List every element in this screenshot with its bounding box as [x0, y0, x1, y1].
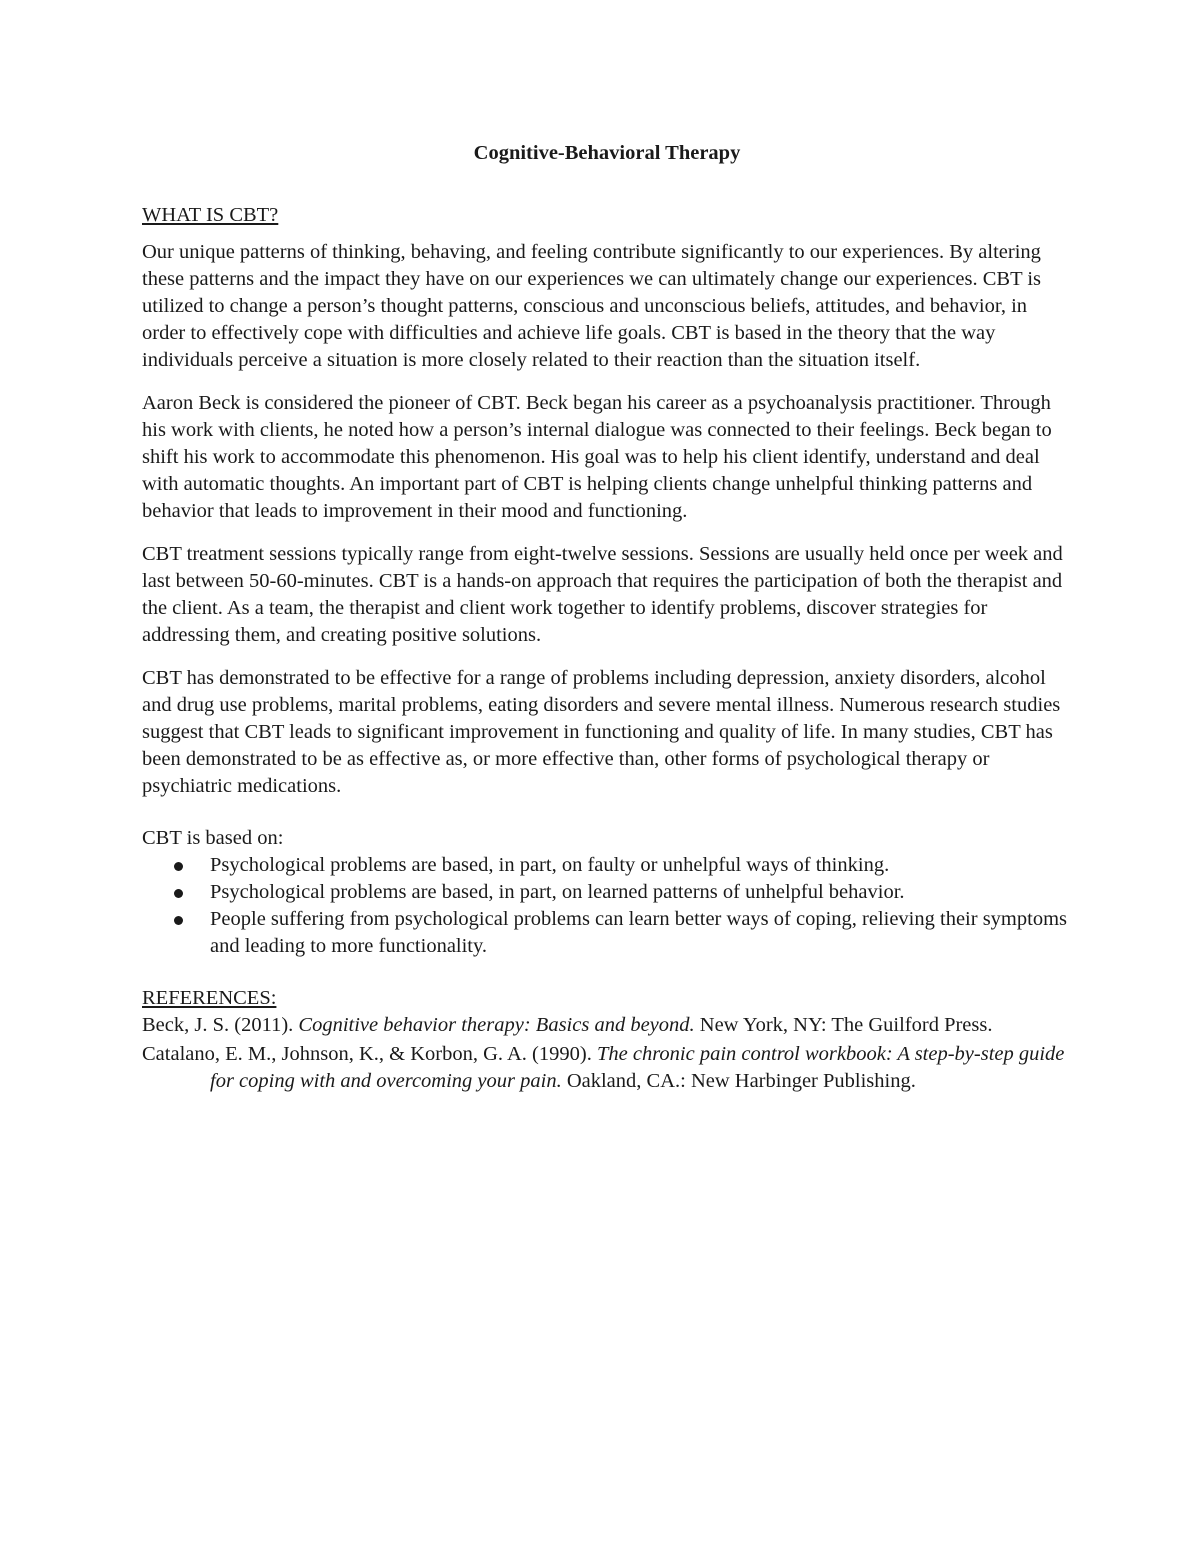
bullet-icon	[174, 889, 183, 898]
bullet-icon	[174, 862, 183, 871]
references-heading: REFERENCES:	[142, 987, 277, 1009]
list-item-text: Psychological problems are based, in part, on learned patterns of unhelpful behavior.	[210, 881, 905, 903]
reference-authors: Beck, J. S. (2011).	[142, 1014, 299, 1036]
section-heading-what-is-cbt: WHAT IS CBT?	[142, 204, 279, 226]
paragraph-effectiveness: CBT has demonstrated to be effective for a range of problems including depression, anxiety disorders, alcohol and drug use problems, marital problems, eating disorders and severe mental illness. Numerous research studies suggest that CBT leads to significant improvement in functioning and quality of life. In many studies, CBT has been demonstrated to be as effective as, or more effective than, other forms of psychological therapy or psychiatric medications.	[142, 667, 1061, 797]
document-title: Cognitive-Behavioral Therapy	[473, 142, 741, 164]
reference-publisher: Oakland, CA.: New Harbinger Publishing.	[561, 1070, 916, 1092]
reference-publisher: New York, NY: The Guilford Press.	[694, 1014, 993, 1036]
list-item	[142, 879, 1072, 906]
list-item-text: Psychological problems are based, in part, on faulty or unhelpful ways of thinking.	[210, 854, 890, 876]
list-item	[142, 852, 1072, 879]
reference-authors: Catalano, E. M., Johnson, K., & Korbon, G. A. (1990).	[142, 1043, 597, 1065]
paragraph-treatment-sessions: CBT treatment sessions typically range from eight-twelve sessions. Sessions are usually held once per week and last between 50-60-minutes. CBT is a hands-on approach that requires the participation of both the therapist and the client. As a team, the therapist and client work together to identify problems, discover strategies for addressing them, and creating positive solutions.	[142, 543, 1063, 646]
reference-title: Cognitive behavior therapy: Basics and beyond.	[298, 1014, 695, 1036]
paragraph-aaron-beck: Aaron Beck is considered the pioneer of CBT. Beck began his career as a psychoanalysis practitioner. Through his work with clients, he noted how a person’s internal dialogue was connected to their feelings. Beck began to shift his work to accommodate this phenomenon. His goal was to help his client identify, understand and deal with automatic thoughts. An important part of CBT is helping clients change unhelpful thinking patterns and behavior that leads to improvement in their mood and functioning.	[142, 392, 1052, 522]
reference-entry-beck	[142, 1012, 1072, 1039]
bullet-icon	[174, 916, 183, 925]
paragraph-intro: Our unique patterns of thinking, behaving, and feeling contribute significantly to our experiences. By altering these patterns and the impact they have on our experiences we can ultimately change our experiences. CBT is utilized to change a person’s thought patterns, conscious and unconscious beliefs, attitudes, and behavior, in order to effectively cope with difficulties and achieve life goals. CBT is based in the theory that the way individuals perceive a situation is more closely related to their reaction than the situation itself.	[142, 241, 1042, 371]
document-body	[142, 140, 1072, 1097]
list-item-text: People suffering from psychological problems can learn better ways of coping, relieving their symptoms and leading to more functionality.	[210, 908, 1067, 957]
reference-title: The chronic pain control workbook: A step-by-step guide for coping with and overcoming your pain.	[210, 1043, 1065, 1092]
reference-entry-catalano	[142, 1041, 1072, 1095]
based-on-intro: CBT is based on:	[142, 827, 284, 849]
list-item	[142, 906, 1072, 960]
based-on-list	[142, 852, 1072, 960]
